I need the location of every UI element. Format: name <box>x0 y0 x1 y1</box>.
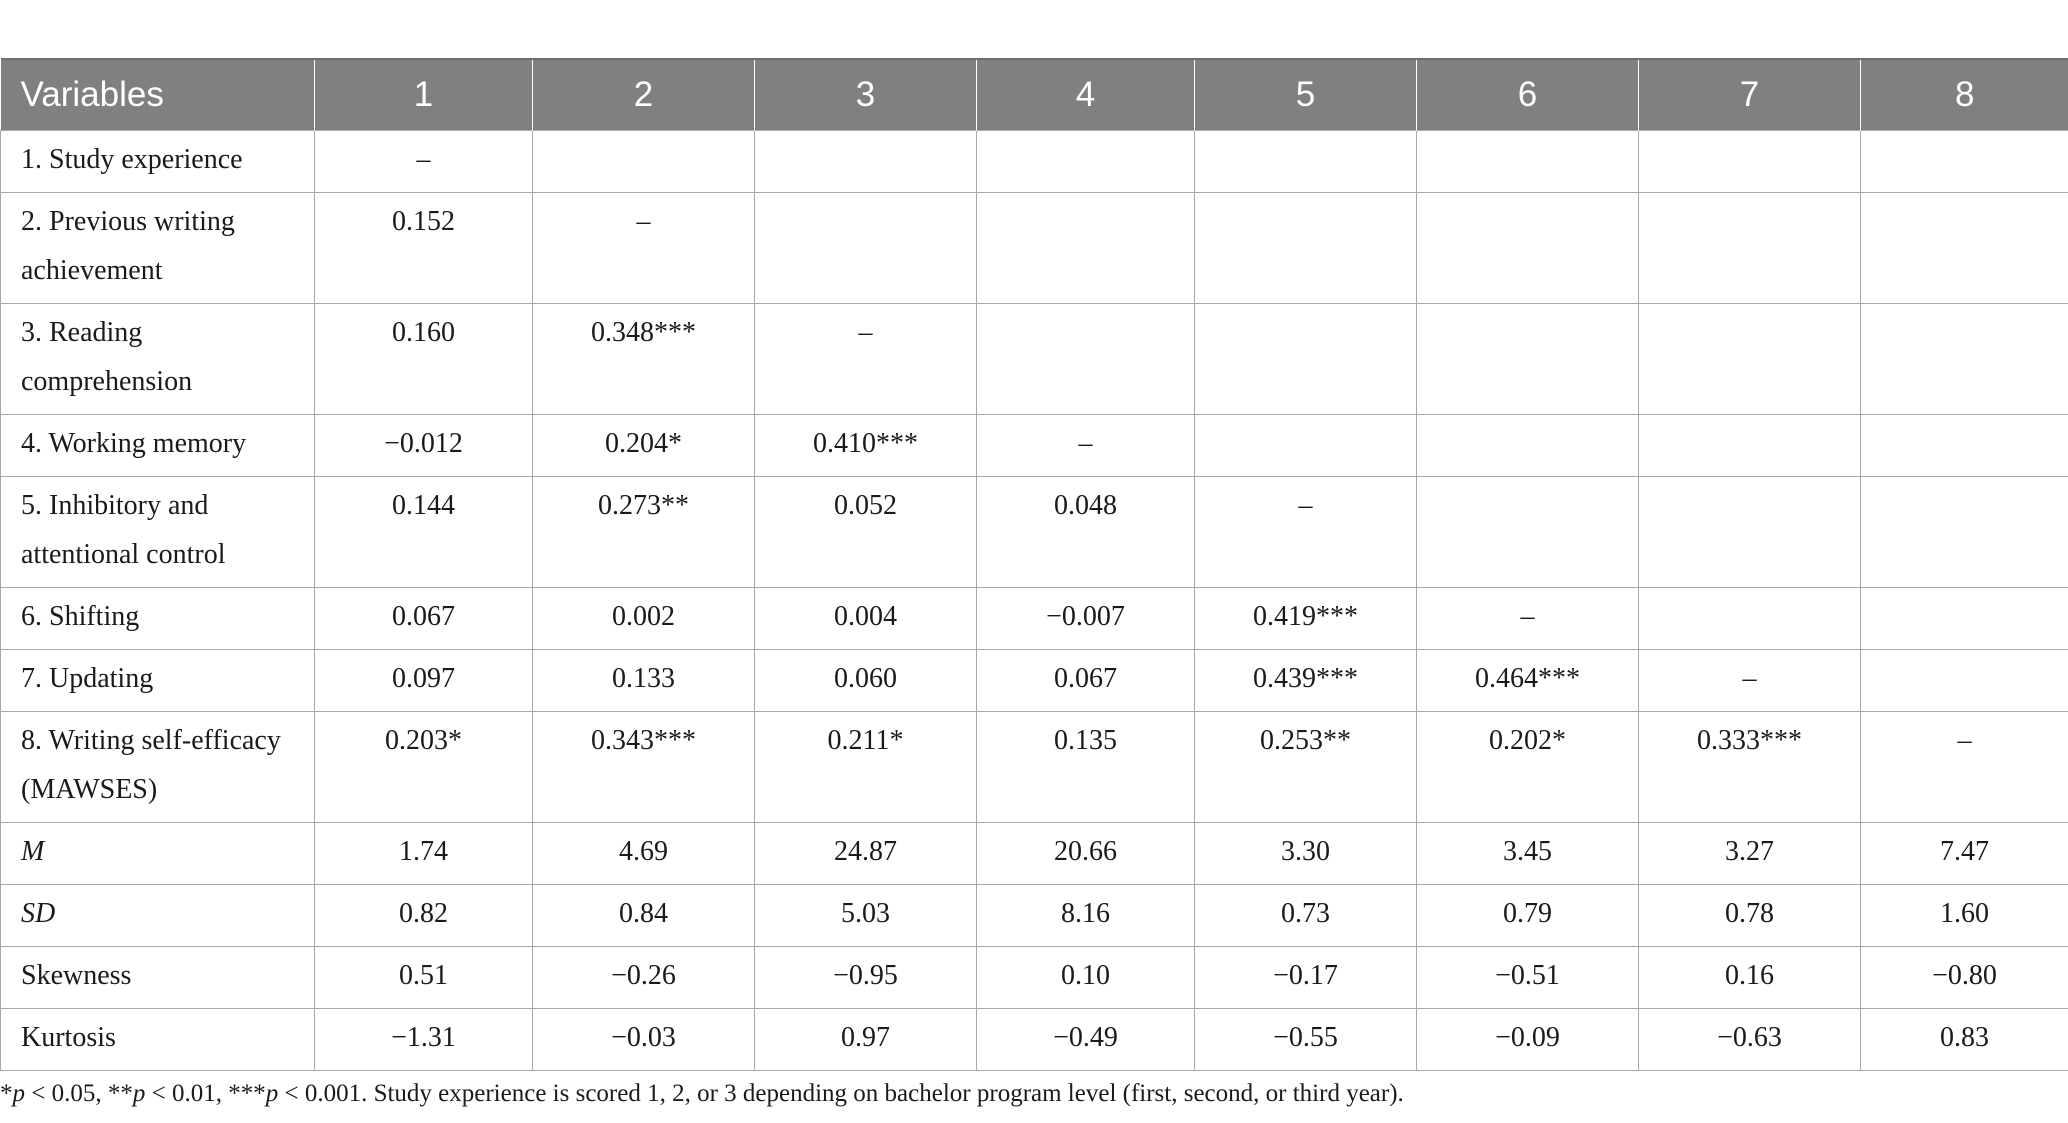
table-cell <box>1639 193 1861 304</box>
table-cell <box>1639 477 1861 588</box>
table-cell: −0.09 <box>1417 1009 1639 1071</box>
table-cell: 0.004 <box>755 588 977 650</box>
table-cell <box>1861 477 2068 588</box>
table-cell <box>977 131 1195 193</box>
table-cell: 7.47 <box>1861 823 2068 885</box>
footnote-sig1-mark: * <box>0 1080 13 1107</box>
table-cell: 4.69 <box>533 823 755 885</box>
row-label: Kurtosis <box>1 1009 315 1071</box>
table-cell: 0.333*** <box>1639 712 1861 823</box>
table-cell: – <box>533 193 755 304</box>
table-cell <box>1861 588 2068 650</box>
table-cell <box>1639 588 1861 650</box>
table-cell: 0.002 <box>533 588 755 650</box>
table-cell: 0.160 <box>315 304 533 415</box>
table-cell: 0.73 <box>1195 885 1417 947</box>
table-cell: 0.419*** <box>1195 588 1417 650</box>
table-footnote <box>0 1080 1404 1108</box>
table-cell <box>977 193 1195 304</box>
table-cell: 0.067 <box>977 650 1195 712</box>
row-label: 3. Reading comprehension <box>1 304 315 415</box>
table-cell <box>1417 304 1639 415</box>
table-cell: 0.060 <box>755 650 977 712</box>
table-row <box>1 131 2068 193</box>
correlation-table <box>0 58 2068 1071</box>
table-cell: 0.410*** <box>755 415 977 477</box>
table-cell <box>755 193 977 304</box>
table-cell: 0.097 <box>315 650 533 712</box>
table-row <box>1 712 2068 823</box>
table-row <box>1 823 2068 885</box>
table-cell: 1.60 <box>1861 885 2068 947</box>
table-cell: 0.152 <box>315 193 533 304</box>
table-row <box>1 1009 2068 1071</box>
row-label: 6. Shifting <box>1 588 315 650</box>
table-cell: 0.052 <box>755 477 977 588</box>
table-cell: 0.343*** <box>533 712 755 823</box>
table-cell: −0.012 <box>315 415 533 477</box>
table-cell: 0.273** <box>533 477 755 588</box>
header-cell-1: 1 <box>315 59 533 131</box>
row-label: 1. Study experience <box>1 131 315 193</box>
row-label: 5. Inhibitory and attentional control <box>1 477 315 588</box>
row-label: SD <box>1 885 315 947</box>
table-header <box>1 59 2068 131</box>
table-row <box>1 193 2068 304</box>
table-cell: 0.79 <box>1417 885 1639 947</box>
header-row <box>1 59 2068 131</box>
table-cell: −0.63 <box>1639 1009 1861 1071</box>
row-label: 7. Updating <box>1 650 315 712</box>
footnote-text-part: < 0.001. Study experience is scored 1, 2, or 3 depending on bachelor program level (first, second, or third year). <box>278 1080 1404 1107</box>
table-cell: 0.135 <box>977 712 1195 823</box>
table-cell <box>1195 131 1417 193</box>
table-row <box>1 650 2068 712</box>
table-cell <box>1861 131 2068 193</box>
table-body <box>1 131 2068 1071</box>
table-row <box>1 885 2068 947</box>
table-cell: 0.439*** <box>1195 650 1417 712</box>
correlation-table-container <box>0 58 2068 1071</box>
table-cell: 0.067 <box>315 588 533 650</box>
table-cell: −0.03 <box>533 1009 755 1071</box>
table-cell: 0.83 <box>1861 1009 2068 1071</box>
table-row <box>1 304 2068 415</box>
table-cell <box>1639 304 1861 415</box>
header-cell-7: 7 <box>1639 59 1861 131</box>
table-cell <box>1417 131 1639 193</box>
table-cell: 24.87 <box>755 823 977 885</box>
table-cell: 0.203* <box>315 712 533 823</box>
table-cell: −0.17 <box>1195 947 1417 1009</box>
table-cell <box>755 131 977 193</box>
table-cell: −0.49 <box>977 1009 1195 1071</box>
table-cell: 20.66 <box>977 823 1195 885</box>
table-cell: 0.253** <box>1195 712 1417 823</box>
table-cell: 0.211* <box>755 712 977 823</box>
row-label: M <box>1 823 315 885</box>
table-cell: 1.74 <box>315 823 533 885</box>
table-cell <box>1861 193 2068 304</box>
table-cell: −0.51 <box>1417 947 1639 1009</box>
table-cell: −0.80 <box>1861 947 2068 1009</box>
footnote-p-symbol: p <box>12 1080 25 1107</box>
table-cell: – <box>755 304 977 415</box>
table-cell <box>1195 304 1417 415</box>
header-cell-8: 8 <box>1861 59 2068 131</box>
table-cell: −0.55 <box>1195 1009 1417 1071</box>
table-cell: 0.202* <box>1417 712 1639 823</box>
table-cell: – <box>1639 650 1861 712</box>
table-cell: 8.16 <box>977 885 1195 947</box>
header-cell-6: 6 <box>1417 59 1639 131</box>
table-cell: −0.26 <box>533 947 755 1009</box>
footnote-text-part: < 0.05, ** <box>25 1080 133 1107</box>
row-label: Skewness <box>1 947 315 1009</box>
table-cell <box>1195 415 1417 477</box>
table-cell <box>1861 304 2068 415</box>
table-cell <box>1639 131 1861 193</box>
table-row <box>1 477 2068 588</box>
row-label: 4. Working memory <box>1 415 315 477</box>
header-cell-variables: Variables <box>1 59 315 131</box>
table-cell <box>1417 193 1639 304</box>
table-cell: – <box>1195 477 1417 588</box>
table-cell <box>1417 415 1639 477</box>
table-cell: 0.97 <box>755 1009 977 1071</box>
table-cell: – <box>1417 588 1639 650</box>
table-cell: 0.048 <box>977 477 1195 588</box>
table-cell: 0.204* <box>533 415 755 477</box>
footnote-p-symbol: p <box>265 1080 279 1107</box>
table-cell: 0.144 <box>315 477 533 588</box>
row-label: 8. Writing self-efficacy (MAWSES) <box>1 712 315 823</box>
header-cell-4: 4 <box>977 59 1195 131</box>
table-cell <box>1639 415 1861 477</box>
table-row <box>1 588 2068 650</box>
footnote-p-symbol: p <box>132 1080 146 1107</box>
header-cell-5: 5 <box>1195 59 1417 131</box>
table-row <box>1 947 2068 1009</box>
table-cell: 0.84 <box>533 885 755 947</box>
table-cell: – <box>315 131 533 193</box>
table-cell <box>1861 415 2068 477</box>
table-cell: 3.27 <box>1639 823 1861 885</box>
row-label: 2. Previous writing achievement <box>1 193 315 304</box>
table-cell: – <box>1861 712 2068 823</box>
table-cell: 3.30 <box>1195 823 1417 885</box>
table-cell: −1.31 <box>315 1009 533 1071</box>
table-cell: 0.348*** <box>533 304 755 415</box>
header-cell-2: 2 <box>533 59 755 131</box>
table-cell: – <box>977 415 1195 477</box>
table-cell <box>1417 477 1639 588</box>
table-cell <box>1195 193 1417 304</box>
header-cell-3: 3 <box>755 59 977 131</box>
table-cell: 0.464*** <box>1417 650 1639 712</box>
table-cell: 0.133 <box>533 650 755 712</box>
table-cell: 0.10 <box>977 947 1195 1009</box>
table-cell: −0.007 <box>977 588 1195 650</box>
table-row <box>1 415 2068 477</box>
table-cell: 0.78 <box>1639 885 1861 947</box>
table-cell: 0.82 <box>315 885 533 947</box>
table-cell: −0.95 <box>755 947 977 1009</box>
footnote-text-part: < 0.01, *** <box>145 1080 266 1107</box>
table-cell: 3.45 <box>1417 823 1639 885</box>
table-cell: 5.03 <box>755 885 977 947</box>
table-cell <box>533 131 755 193</box>
table-cell: 0.51 <box>315 947 533 1009</box>
table-cell <box>977 304 1195 415</box>
table-cell: 0.16 <box>1639 947 1861 1009</box>
table-cell <box>1861 650 2068 712</box>
